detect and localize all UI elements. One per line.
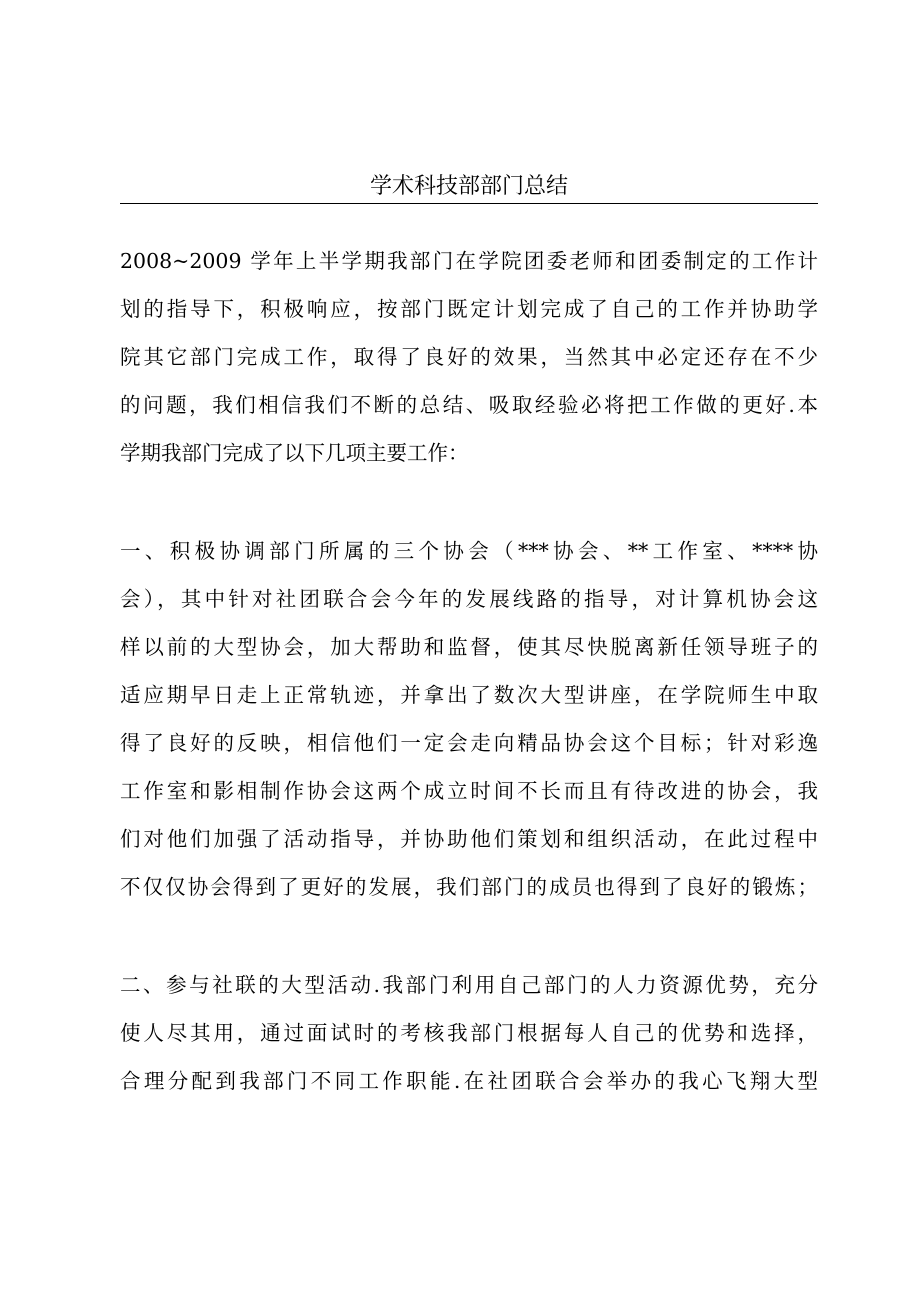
text-line: 不仅仅协会得到了更好的发展，我们部门的成员也得到了良好的锻炼； [120, 875, 818, 899]
text-line: 划的指导下，积极响应，按部门既定计划完成了自己的工作并协助学 [120, 297, 818, 321]
text-line: 合理分配到我部门不同工作职能.在社团联合会举办的我心飞翔大型 [120, 1069, 818, 1093]
text-line: 二、参与社联的大型活动.我部门利用自己部门的人力资源优势，充分 [120, 973, 818, 997]
text-line: 的问题，我们相信我们不断的总结、吸取经验必将把工作做的更好.本 [120, 393, 818, 417]
text-line: 2008~2009 学年上半学期我部门在学院团委老师和团委制定的工作计 [120, 249, 818, 273]
paragraph-section-1 [120, 527, 818, 911]
text-line: 们对他们加强了活动指导，并协助他们策划和组织活动，在此过程中 [120, 827, 818, 851]
text-line: 得了良好的反映，相信他们一定会走向精品协会这个目标；针对彩逸 [120, 731, 818, 755]
title-underline [120, 203, 818, 204]
text-line: 适应期早日走上正常轨迹，并拿出了数次大型讲座，在学院师生中取 [120, 683, 818, 707]
paragraph-intro [120, 237, 818, 477]
text-line: 院其它部门完成工作，取得了良好的效果，当然其中必定还存在不少 [120, 345, 818, 369]
page-title: 学术科技部部门总结 [369, 174, 568, 199]
text-line: 工作室和影相制作协会这两个成立时间不长而且有待改进的协会，我 [120, 779, 818, 803]
text-line: 样以前的大型协会，加大帮助和监督，使其尽快脱离新任领导班子的 [120, 635, 818, 659]
text-line: 一、积极协调部门所属的三个协会（***协会、**工作室、****协 [120, 539, 818, 563]
text-line: 学期我部门完成了以下几项主要工作： [120, 441, 469, 465]
text-line: 会），其中针对社团联合会今年的发展线路的指导，对计算机协会这 [120, 587, 818, 611]
paragraph-section-2 [120, 961, 818, 1105]
text-line: 使人尽其用，通过面试时的考核我部门根据每人自己的优势和选择， [120, 1021, 818, 1045]
